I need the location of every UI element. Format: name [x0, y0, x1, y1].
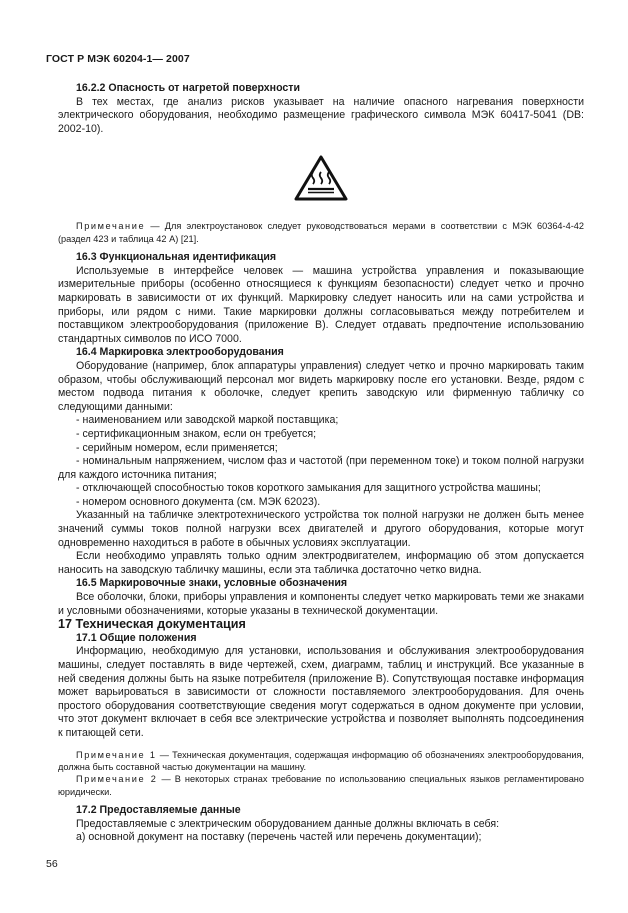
list-item: - номером основного документа (см. МЭК 62023).	[76, 495, 321, 508]
note-text: — Техническая документация, содержащая информацию об обозначениях электрооборудования, должна быть составной частью документации на машину.	[58, 749, 584, 772]
note-text: — Для электроустановок следует руководствоваться мерами в соответствии с МЭК 60364-4-42 (раздел 423 и таблица 42 А) [21].	[58, 221, 584, 244]
section-17-2-text: Предоставляемые с электрическим оборудованием данные должны включать в себя:	[76, 817, 500, 830]
symbol-container	[58, 136, 584, 220]
section-17-2-item-a: а) основной документ на поставку (перечень частей или перечень документации);	[76, 831, 482, 844]
section-16-3-text: Используемые в интерфейсе человек — машина устройства управления и показывающие измерительные приборы (особенно относящиеся к функциям безопасности) следует четко и прочно маркировать в зависимости от их функций. Маркировку следует наносить или на сами устройства и приборы, или рядом с ними. Такие маркировки должны согласовываться между потребителем и поставщиком электрооборудования (приложение В). Следует отдавать предпочтение использованию стандартных символов по ИСО 7000.	[58, 264, 584, 345]
list-item: - наименованием или заводской маркой поставщика;	[76, 414, 339, 427]
section-17-1-heading: 17.1 Общие положения	[76, 631, 197, 644]
section-16-5-text: Все оболочки, блоки, приборы управления и компоненты следует четко маркировать теми же знаками и условными обозначениями, которые указаны в технической документации.	[58, 591, 584, 617]
note-label: Примечание 1	[76, 749, 157, 760]
page-content	[58, 82, 584, 845]
hot-surface-warning-icon	[293, 154, 349, 202]
section-17-1-note-1	[58, 749, 584, 774]
section-16-4-para2: Указанный на табличке электротехнического устройства ток полной нагрузки не должен быть менее значений суммы токов полной нагрузки всех двигателей и другого оборудования, которые могут одновременно находиться в работе в обычных условиях эксплуатации.	[58, 509, 584, 549]
section-16-2-2-note	[58, 220, 584, 245]
list-item: - отключающей способностью токов короткого замыкания для защитного устройства машины;	[76, 482, 541, 495]
section-17-heading: 17 Техническая документация	[58, 617, 246, 632]
section-17-1-text: Информацию, необходимую для установки, использования и обслуживания электрооборудования машины, следует поставлять в виде чертежей, схем, диаграмм, таблиц и инструкций. Все указанные в ней сведения должны быть на языке потребителя (приложение В). Сопутствующая поставке информация может варьироваться в зависимости от сложности поставляемого электрооборудования. Для очень простого оборудования соответствующие сведения могут содержаться в одном документе при условии, что этот документ включает в себя все электрические устройства и позволяет выполнять подсоединения к питающей сети.	[58, 645, 584, 739]
note-text: — В некоторых странах требование по использованию специальных языков регламентировано юридически.	[58, 774, 584, 797]
section-16-5-heading: 16.5 Маркировочные знаки, условные обозначения	[76, 577, 348, 590]
section-16-3-heading: 16.3 Функциональная идентификация	[76, 251, 277, 264]
note-label: Примечание	[76, 221, 146, 232]
section-17-2-heading: 17.2 Предоставляемые данные	[76, 804, 241, 817]
section-16-2-2-heading: 16.2.2 Опасность от нагретой поверхности	[76, 82, 301, 94]
section-16-2-2-text: В тех местах, где анализ рисков указывает на наличие опасного нагревания поверхности электрического оборудования, необходимо размещение графического символа МЭК 60417-5041 (DB: 2002-10).	[58, 95, 584, 135]
document-header: ГОСТ Р МЭК 60204-1— 2007	[46, 53, 190, 65]
page-number: 56	[46, 858, 58, 870]
list-item: - сертификационным знаком, если он требуется;	[76, 427, 317, 440]
section-16-4-intro: Оборудование (например, блок аппаратуры управления) следует четко и прочно маркировать таким образом, чтобы обслуживающий персонал мог видеть маркировку после его установки. Везде, рядом с местом подвода питания к оболочке, следует крепить заводскую или фирменную табличку со следующими данными:	[58, 359, 584, 413]
list-item: - номинальным напряжением, числом фаз и частотой (при переменном токе) и током полной нагрузки для каждого источника питания;	[58, 455, 584, 481]
section-17-1-note-2	[58, 773, 584, 798]
note-label: Примечание 2	[76, 774, 158, 785]
list-item: - серийным номером, если применяется;	[76, 441, 278, 454]
section-16-4-heading: 16.4 Маркировка электрооборудования	[76, 346, 284, 359]
section-16-4-para3: Если необходимо управлять только одним электродвигателем, информацию об этом допускается наносить на заводскую табличку машины, если эта табличка достаточно четко видна.	[58, 550, 584, 576]
